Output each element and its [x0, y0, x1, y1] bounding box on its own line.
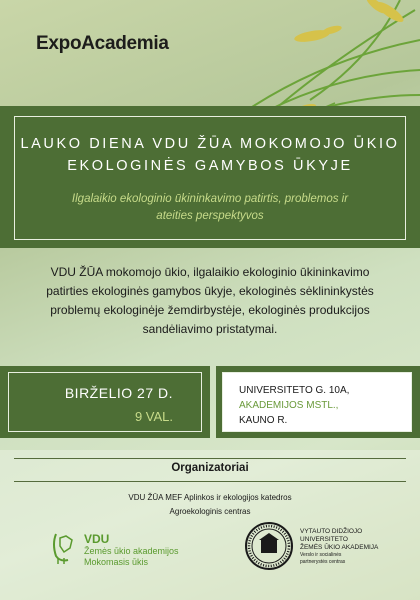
event-subtitle: Ilgalaikio ekologinio ūkininkavimo patirtis, problemos ir ateities perspektyvos	[71, 193, 349, 222]
cow-wheat-icon	[50, 530, 78, 564]
divider	[14, 481, 406, 482]
university-logo-text: VYTAUTO DIDŽIOJO UNIVERSITETO ŽEMĖS ŪKIO AKADEMIJA Verslo ir socialinės partnerystės centras	[300, 528, 379, 565]
organizers-title: Organizatoriai	[171, 462, 249, 474]
event-date: BIRŽELIO 27 D.	[64, 385, 173, 401]
address-box	[216, 366, 420, 438]
vdu-farm-logo: VDU Žemės ūkio akademijos Mokomasis ūkis	[50, 530, 200, 580]
event-time: 9 VAL.	[134, 409, 173, 424]
title-frame	[14, 116, 406, 240]
university-seal-icon	[244, 521, 294, 571]
event-address: UNIVERSITETO G. 10A, AKADEMIJOS MSTL., KAUNO R.	[239, 385, 350, 426]
organizers-list: VDU ŽŪA MEF Aplinkos ir ekologijos katedros Agroekologinis centras	[128, 493, 292, 516]
divider	[14, 458, 406, 459]
title-band	[0, 106, 420, 248]
event-description: VDU ŽŪA mokomojo ūkio, ilgalaikio ekologinio ūkininkavimo patirties ekologinės gamybos ūkyje, ekologinės sėklininkystės problemų ekologinėje žemdirbystėje, ekologinės produkcijos sandėliavimo pristatymai.	[46, 265, 374, 336]
date-box	[0, 366, 210, 438]
expoacademia-logo: ExpoAcademia	[36, 33, 169, 54]
event-title: LAUKO DIENA VDU ŽŪA MOKOMOJO ŪKIO EKOLOGINĖS GAMYBOS ŪKYJE	[20, 136, 400, 174]
